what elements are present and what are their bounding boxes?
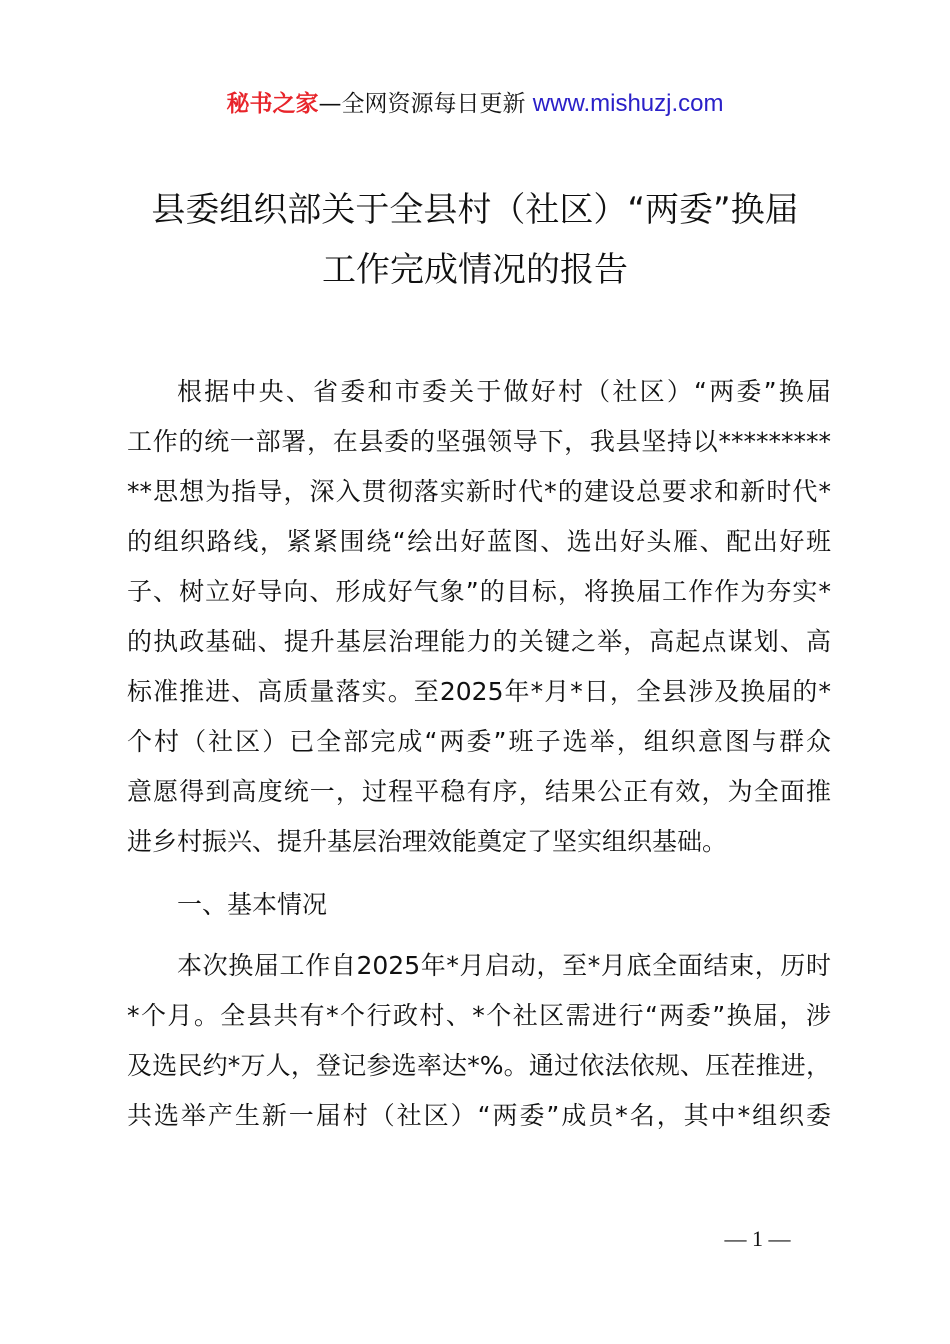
- section-heading-basic-situation: 一、基本情况: [177, 890, 328, 919]
- paragraph-line: *个月。全县共有*个行政村、*个社区需进行“两委”换届，涉: [127, 1001, 831, 1030]
- paragraph-line: 的组织路线，紧紧围绕“绘出好蓝图、选出好头雁、配出好班: [127, 527, 831, 556]
- paragraph-line: 进乡村振兴、提升基层治理效能奠定了坚实组织基础。: [127, 827, 728, 856]
- brand-slogan: —全网资源每日更新: [318, 91, 533, 117]
- paragraph-line: **思想为指导，深入贯彻落实新时代*的建设总要求和新时代*: [127, 477, 831, 506]
- paragraph-line: 本次换届工作自2025年*月启动，至*月底全面结束，历时: [177, 951, 831, 980]
- document-title: [0, 180, 950, 300]
- paragraph-line: 及选民约*万人，登记参选率达*%。通过依法依规、压茬推进，: [127, 1051, 831, 1080]
- site-watermark-header: [0, 86, 950, 122]
- paragraph-line: 标准推进、高质量落实。至2025年*月*日，全县涉及换届的*: [127, 677, 831, 706]
- paragraph-line: 共选举产生新一届村（社区）“两委”成员*名，其中*组织委: [127, 1101, 831, 1130]
- brand-name: 秘书之家: [226, 91, 319, 117]
- paragraph-line: 意愿得到高度统一，过程平稳有序，结果公正有效，为全面推: [127, 777, 831, 806]
- site-url-link[interactable]: www.mishuzj.com: [532, 90, 724, 117]
- paragraph-line: 工作的统一部署，在县委的坚强领导下，我县坚持以*********: [127, 427, 831, 456]
- paragraph-line: 个村（社区）已全部完成“两委”班子选举，组织意图与群众: [127, 727, 831, 756]
- paragraph-line: 子、树立好导向、形成好气象”的目标，将换届工作作为夯实*: [127, 577, 831, 606]
- title-line-2: 工作完成情况的报告: [322, 250, 628, 290]
- paragraph-line: 的执政基础、提升基层治理能力的关键之举，高起点谋划、高: [127, 627, 831, 656]
- title-line-1: 县委组织部关于全县村（社区）“两委”换届: [151, 190, 799, 230]
- paragraph-line: 根据中央、省委和市委关于做好村（社区）“两委”换届: [177, 377, 831, 406]
- page-number: — 1 —: [724, 1226, 791, 1251]
